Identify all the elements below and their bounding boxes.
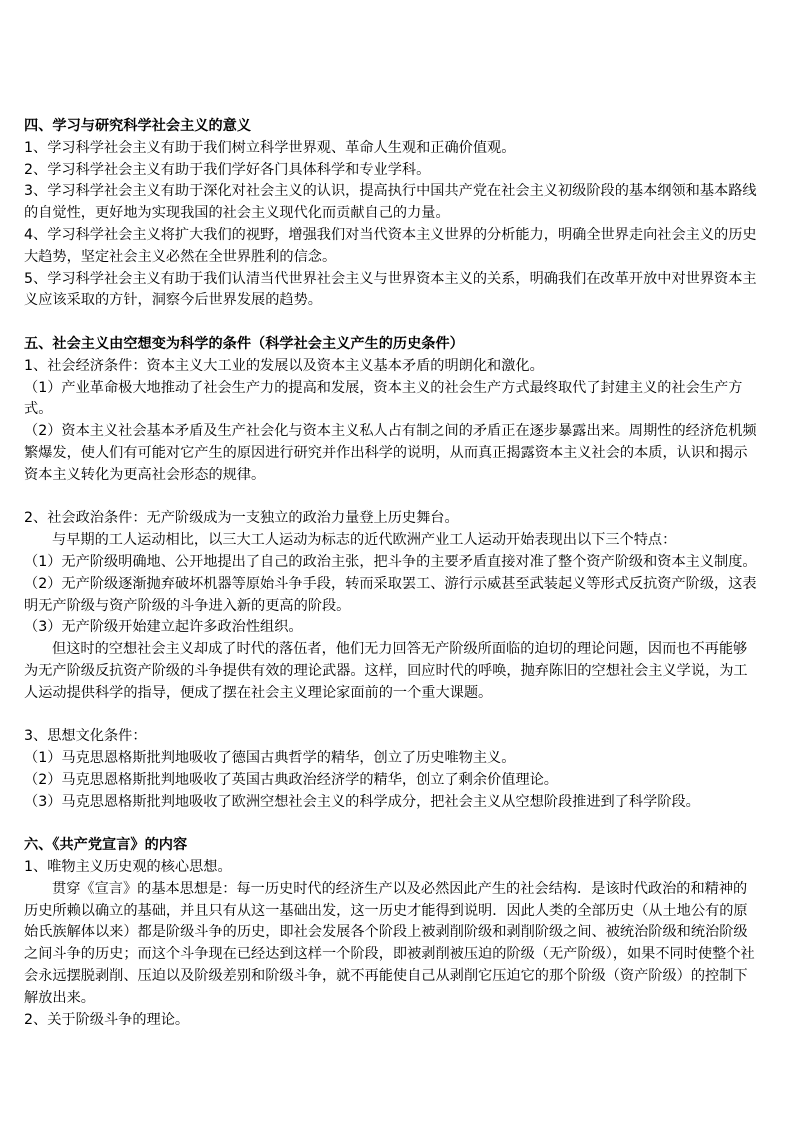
section-4-item-2: 2、学习科学社会主义有助于我们学好各门具体科学和专业学科。 xyxy=(24,161,431,178)
political-conclusion: 但这时的空想社会主义却成了时代的落伍者，他们无力回答无产阶级所面临的迫切的理论问题，因而也不再能够为无产阶级反抗资产阶级的斗争提供有效的理论武器。这样，回应时代的呼唤，抛弃陈旧的空想社会主义学说，为工人运动提供科学的指导，便成了摆在社会主义理论家面前的一个重大课题。 xyxy=(24,641,748,701)
political-point-1: （1）无产阶级明确地、公开地提出了自己的政治主张，把斗争的主要矛盾直接对准了整个资产阶级和资本主义制度。 xyxy=(24,553,757,570)
manifesto-item-1: 1、唯物主义历史观的核心思想。 xyxy=(24,859,232,876)
political-intro: 与早期的工人运动相比，以三大工人运动为标志的近代欧洲产业工人运动开始表现出以下三个特点： xyxy=(52,532,677,549)
spacer xyxy=(24,814,758,836)
spacer xyxy=(24,705,758,727)
spacer xyxy=(24,312,758,334)
cultural-point-3: （3）马克思恩格斯批判地吸收了欧洲空想社会主义的科学成分，把社会主义从空想阶段推进到了科学阶段。 xyxy=(24,793,700,810)
section-6-title: 六、《共产党宣言》的内容 xyxy=(24,837,188,854)
economic-point-2: （2）资本主义社会基本矛盾及生产社会化与资本主义私人占有制之间的矛盾正在逐步暴露出来。周期性的经济危机频繁爆发，使人们有可能对它产生的原因进行研究并作出科学的说明，从而真正揭露资本主义社会的本质，认识和揭示资本主义转化为更高社会形态的规律。 xyxy=(24,423,757,483)
political-conditions-heading: 2、社会政治条件：无产阶级成为一支独立的政治力量登上历史舞台。 xyxy=(24,510,459,527)
manifesto-item-2: 2、关于阶级斗争的理论。 xyxy=(24,1011,190,1028)
political-point-3: （3）无产阶级开始建立起许多政治性组织。 xyxy=(24,619,303,636)
section-4-item-4: 4、学习科学社会主义将扩大我们的视野，增强我们对当代资本主义世界的分析能力，明确全世界走向社会主义的历史大趋势，坚定社会主义必然在全世界胜利的信念。 xyxy=(24,226,757,265)
political-point-2: （2）无产阶级逐渐抛弃破坏机器等原始斗争手段，转而采取罢工、游行示威甚至武装起义等形式反抗资产阶级，这表明无产阶级与资产阶级的斗争进入新的更高的阶段。 xyxy=(24,575,757,614)
section-4-item-5: 5、学习科学社会主义有助于我们认清当代世界社会主义与世界资本主义的关系，明确我们在改革开放中对世界资本主义应该采取的方针，洞察今后世界发展的趋势。 xyxy=(24,270,757,309)
cultural-conditions-heading: 3、思想文化条件： xyxy=(24,728,147,745)
section-4-title: 四、学习与研究科学社会主义的意义 xyxy=(24,118,252,134)
economic-conditions-heading: 1、社会经济条件：资本主义大工业的发展以及资本主义基本矛盾的明朗化和激化。 xyxy=(24,357,544,374)
section-5-title: 五、社会主义由空想变为科学的条件（科学社会主义产生的历史条件） xyxy=(24,335,464,352)
economic-point-1: （1）产业革命极大地推动了社会生产力的提高和发展，资本主义的社会生产方式最终取代了封建主义的社会生产方式。 xyxy=(24,379,743,418)
manifesto-core-idea: 贯穿《宣言》的基本思想是：每一历史时代的经济生产以及必然因此产生的社会结构．是该时代政治的和精神的历史所赖以确立的基础，并且只有从这一基础出发，这一历史才能得到说明．因此人类的全部历史（从土地公有的原始氏族解体以来）都是阶级斗争的历史，即社会发展各个阶段上被剥削阶级和剥削阶级之间、被统治阶级和统治阶级之间斗争的历史；而这个斗争现在已经达到这样一个阶段，即被剥削被压迫的阶级（无产阶级），如果不同时使整个社会永远摆脱剥削、压迫以及阶级差别和阶级斗争，就不再能使自己从剥削它压迫它的那个阶级（资产阶级）的控制下解放出来。 xyxy=(24,880,755,1006)
cultural-point-1: （1）马克思恩格斯批判地吸收了德国古典哲学的精华，创立了历史唯物主义。 xyxy=(24,750,516,767)
section-4-item-3: 3、学习科学社会主义有助于深化对社会主义的认识，提高执行中国共产党在社会主义初级阶段的基本纲领和基本路线的自觉性，更好地为实现我国的社会主义现代化而贡献自己的力量。 xyxy=(24,183,757,222)
cultural-point-2: （2）马克思恩格斯批判地吸收了英国古典政治经济学的精华，创立了剩余价值理论。 xyxy=(24,771,558,788)
spacer xyxy=(24,487,758,509)
section-4-item-1: 1、学习科学社会主义有助于我们树立科学世界观、革命人生观和正确价值观。 xyxy=(24,139,516,156)
